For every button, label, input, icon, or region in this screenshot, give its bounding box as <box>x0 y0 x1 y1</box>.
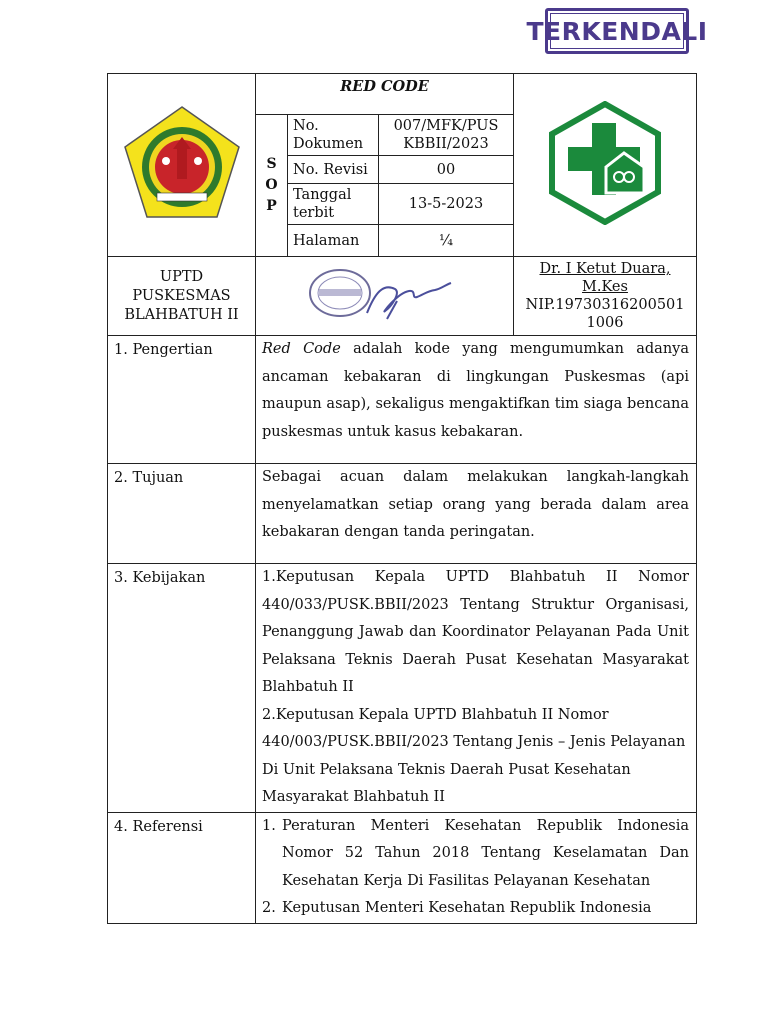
tanggal-terbit-value: 13-5-2023 <box>379 184 514 225</box>
sop-label <box>256 115 288 257</box>
tanggal-terbit-label: Tanggal terbit <box>288 184 379 225</box>
referensi-item-2-text: Keputusan Menteri Kesehatan Republik Indonesia <box>282 900 652 916</box>
tujuan-body <box>256 464 697 564</box>
kebijakan-body <box>256 564 697 813</box>
gianyar-logo-cell <box>108 74 256 257</box>
no-dokumen-value: 007/MFK/PUS KBBII/2023 <box>379 115 514 156</box>
kebijakan-label: 3. Kebijakan <box>108 564 256 813</box>
kebijakan-item-2: 2.Keputusan Kepala UPTD Blahbatuh II Nomor 440/003/PUSK.BBII/2023 Tentang Jenis – Jenis Pelayanan Di Unit Pelaksana Teknis Daerah Pusat Kesehatan Masyarakat Blahbatuh II <box>262 706 686 805</box>
puskesmas-logo-cell <box>514 74 697 257</box>
referensi-item-2 <box>262 895 689 923</box>
referensi-body <box>256 812 697 923</box>
terkendali-stamp: TERKENDALI <box>545 8 689 54</box>
tujuan-text: Sebagai acuan dalam melakukan langkah-langkah menyelamatkan setiap orang yang berada dalam area kebakaran dengan tanda peringatan. <box>262 469 689 540</box>
pengertian-text: adalah kode yang mengumumkan adanya ancaman kebakaran di lingkungan Puskesmas (api maupun asap), sekaligus mengaktifkan tim siaga bencana puskesmas untuk kasus kebakaran. <box>262 341 690 440</box>
doctor-nip: NIP.19730316200501 1006 <box>525 297 685 331</box>
referensi-label: 4. Referensi <box>108 812 256 923</box>
sop-table <box>107 73 697 924</box>
no-dokumen-label: No. Dokumen <box>288 115 379 156</box>
no-revisi-value: 00 <box>379 156 514 184</box>
sop-letter-p: P <box>266 198 277 214</box>
pengertian-label: 1. Pengertian <box>108 336 256 464</box>
referensi-item-1-text: Peraturan Menteri Kesehatan Republik Indonesia Nomor 52 Tahun 2018 Tentang Keselamatan Dan Kesehatan Kerja Di Fasilitas Pelayanan Kesehatan <box>282 817 689 889</box>
pengertian-lead: Red Code <box>262 341 341 357</box>
pengertian-body <box>256 336 697 464</box>
doctor-block <box>514 257 697 336</box>
puskesmas-logo <box>546 101 664 225</box>
kebijakan-item-1: 1.Keputusan Kepala UPTD Blahbatuh II Nomor 440/033/PUSK.BBII/2023 Tentang Struktur Organisasi, Penanggung Jawab dan Koordinator Pelayanan Pada Unit Pelaksana Teknis Daerah Pusat Kesehatan Masyarakat Blahbatuh II <box>262 569 689 695</box>
official-stamp-signature <box>305 263 465 325</box>
halaman-label: Halaman <box>288 225 379 257</box>
sop-letter-s: S <box>266 156 277 172</box>
gianyar-regency-logo <box>121 103 243 223</box>
sop-letter-o: O <box>265 177 278 193</box>
tujuan-label: 2. Tujuan <box>108 464 256 564</box>
referensi-item-1 <box>262 813 689 896</box>
document-title: RED CODE <box>256 74 514 115</box>
referensi-item-2-number: 2. <box>262 900 276 916</box>
unit-name: UPTD PUSKESMAS BLAHBATUH II <box>108 257 256 336</box>
no-revisi-label: No. Revisi <box>288 156 379 184</box>
referensi-item-1-number: 1. <box>262 817 276 834</box>
halaman-value: ¼ <box>379 225 514 257</box>
doctor-name: Dr. I Ketut Duara, M.Kes <box>539 261 671 295</box>
signature-cell <box>256 257 514 336</box>
